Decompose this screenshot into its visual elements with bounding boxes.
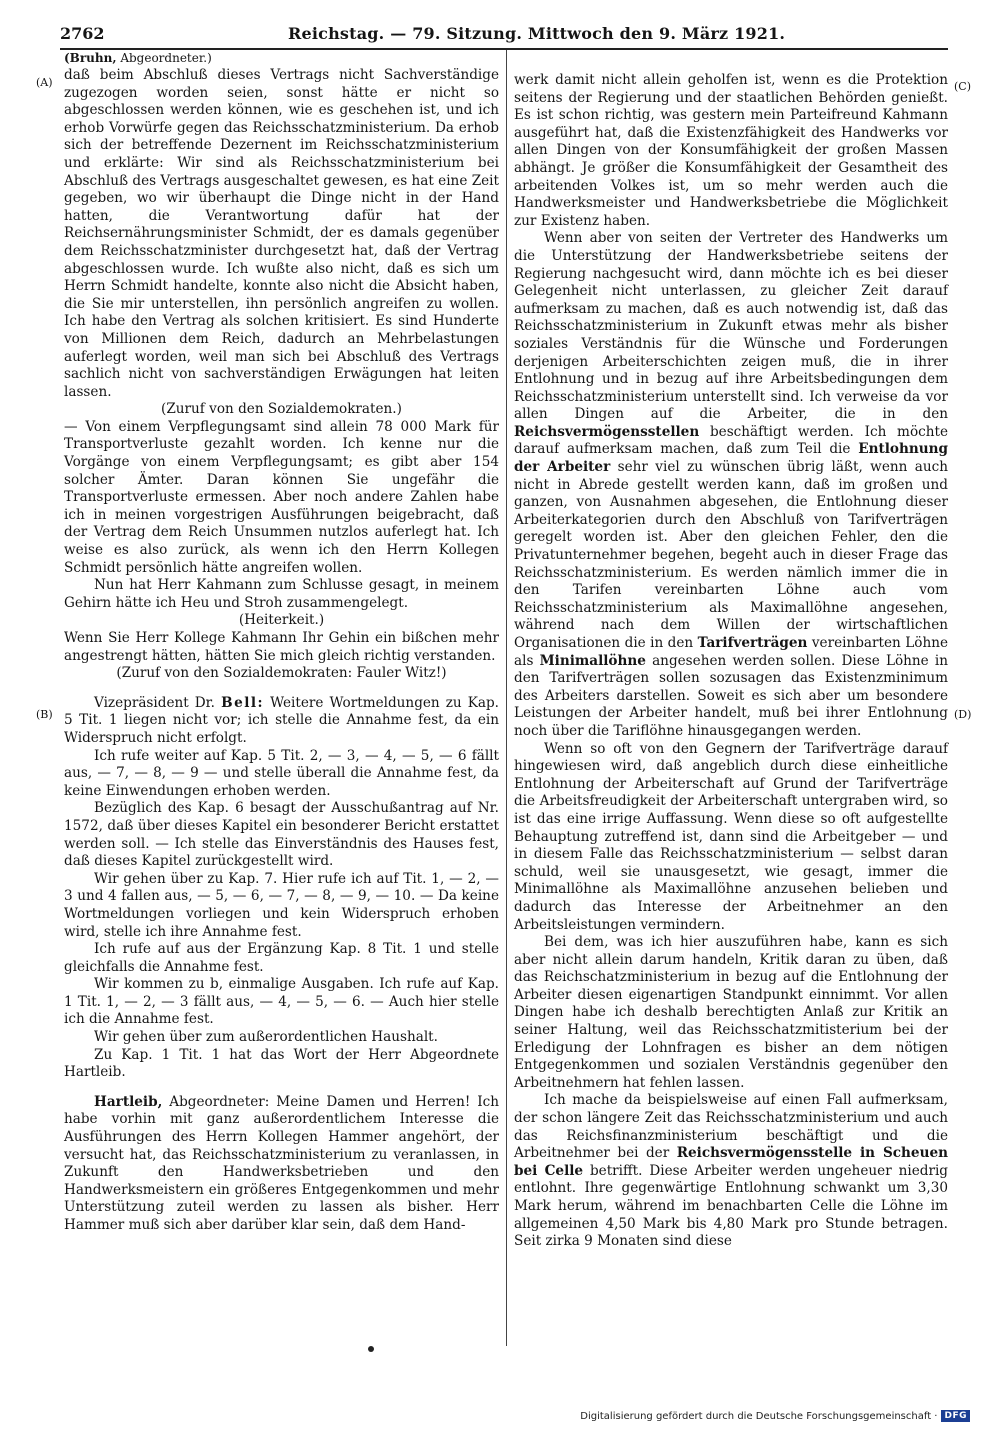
paragraph: Bezüglich des Kap. 6 besagt der Ausschußantrag auf Nr. 1572, daß über dieses Kapitel ein besonderer Bericht erstattet werden soll. — Ich stelle das Einverständnis des Hauses fest, daß dieses Kapitel zurückgestellt wird.	[64, 800, 499, 870]
paragraph: Wir gehen über zum außerordentlichen Haushalt.	[94, 1029, 438, 1046]
interjection: (Zuruf von den Sozialdemokraten: Fauler Witz!)	[116, 665, 447, 682]
paragraph-text: Abgeordneter: Meine Damen und Herren! Ich habe vorhin mit ganz außerordentlichem Interesse die Ausführungen des Herrn Kollegen Hammer angehört, der versucht hat, das Reichsschatzministerium zu veranlassen, in Zukunft den Handwerksbetrieben und den Handwerksmeistern ein größeres Entgegenkommen und mehr Unterstützung zuteil werden zu lassen als bisher. Herr Hammer muß sich aber darüber klar sein, daß dem Hand-	[64, 1093, 499, 1233]
speaker-continuation	[64, 50, 499, 66]
paragraph: daß beim Abschluß dieses Vertrags nicht Sachverständige zugezogen worden seien, sonst hätte er nicht so abgeschlossen werden können, wie es geschehen ist, und ich erhob Vorwürfe gegen das Reichsschatzministerium. Da erhob sich der betreffende Dezernent im Reichsschatzministerium und erklärte: Wir sind als Reichsschatzministerium bei Abschluß des Vertrags ausgeschaltet gewesen, es hat eine Zeit gegeben, wo wir überhaupt die Dinge nicht in der Hand hatten, die Verantwortung dafür hat der Reichsernährungsminister Schmidt, der es damals gegenüber dem Reichsschatzminister durchgesetzt hat, daß der Vertrag abgeschlossen wurde. Ich wußte also nicht, daß es sich um Herrn Schmidt handelte, konnte also nicht die Absicht haben, die Sie mir unterstellen, ihn persönlich angreifen zu wollen. Ich habe den Vertrag als solchen kritisiert. Es sind Hunderte von Millionen dem Reich, dadurch an Mehrbelastungen auferlegt worden, weil man sich bei Abschluß des Vertrags sachlich nicht von sachverständigen Erwägungen hat leiten lassen.	[64, 67, 499, 400]
paragraph-text: Wenn aber von seiten der Vertreter des Handwerks um die Unterstützung der Handwerksbetriebe seitens der Regierung nachgesucht wird, dann möchte ich es bei dieser Gelegenheit nicht unterlassen, zu gleicher Zeit darauf aufmerksam zu machen, daß es auch notwendig ist, daß das Reichsschatzministerium in Zukunft etwas mehr als bisher soziales Verständnis für die Wünsche und Forderungen derjenigen Arbeiterschichten zeigen muß, die in ihrer Entlohnung und in bezug auf ihre Arbeitsbedingungen dem Reichsschatzministerium unterstellt sind. Ich verweise da vor allen Dingen auf die Arbeiter, die in den	[514, 230, 948, 423]
paragraph-text: betrifft. Diese Arbeiter werden ungeheuer niedrig entlohnt. Ihre gegenwärtige Entlohnung schwankt um 3,30 Mark herum, während im benachbarten Celle die Löhne im allgemeinen 4,50 Mark bis 4,80 Mark pro Stunde betragen. Seit zirka 9 Monaten sind diese	[514, 1162, 949, 1250]
paragraph	[514, 1092, 948, 1250]
paragraph: Nun hat Herr Kahmann zum Schlusse gesagt, in meinem Gehirn hätte ich Heu und Stroh zusammengelegt.	[64, 577, 499, 611]
speaker-name: (Bruhn,	[64, 51, 117, 65]
margin-marker-b: (B)	[36, 708, 53, 721]
speaker-role: Vizepräsident Dr.	[94, 694, 216, 711]
emphasis: Minimallöhne	[539, 652, 646, 669]
paragraph: Ich rufe weiter auf Kap. 5 Tit. 2, — 3, — 4, — 5, — 6 fällt aus, — 7, — 8, — 9 — und stelle überall die Annahme fest, da keine Einwendungen erhoben werden.	[64, 747, 499, 799]
credit-text: Digitalisierung gefördert durch die Deutsche Forschungsgemeinschaft ·	[580, 1410, 938, 1422]
speaker-role: Abgeordneter.)	[120, 51, 212, 65]
speaker-name: Bell:	[221, 694, 265, 711]
emphasis: Reichsvermögensstelle in Scheuen bei Celle	[514, 1145, 948, 1179]
paragraph: Zu Kap. 1 Tit. 1 hat das Wort der Herr Abgeordnete Hartleib.	[64, 1046, 499, 1081]
paragraph-text: beschäftigt werden. Ich möchte darauf aufmerksam machen, daß zum Teil die	[514, 423, 949, 458]
paragraph-text: sehr viel zu wünschen übrig läßt, wenn auch nicht in Abrede gestellt werden kann, daß im großen und ganzen, von Ausnahmen abgesehen, die Entlohnung dieser Arbeiterkategorien durch den Abschluß von Tarifverträgen geregelt worden ist. Aber den gleichen Fehler, den die Privatunternehmer begehen, begeht auch in dieser Frage das Reichsschatzministerium. Es werden nämlich immer die in den Tarifen vereinbarten Löhne auch vom Reichsschatzministerium als Maximallöhne angesehen, während nach dem Willen der wirtschaftlichen Organisationen die in den	[514, 459, 948, 651]
paragraph: — Von einem Verpflegungsamt sind allein 78 000 Mark für Transportverluste gezahlt worden. Ich kenne nur die Vorgänge von einem Verpflegungsamt; es gibt aber 154 solcher Ämter. Daran können Sie ungefähr die Transportverluste ermessen. Aber noch andere Zahlen habe ich in meinen vorgestrigen Ausführungen beigebracht, daß der Vertrag dem Reich Unsummen nutzlos auferlegt hat. Ich weise es also zurück, als wenn ich den Herrn Kollegen Schmidt persönlich hätte angreifen wollen.	[64, 418, 499, 576]
paragraph: Wenn so oft von den Gegnern der Tarifverträge darauf hingewiesen wird, daß angeblich durch diese einheitliche Entlohnung der Arbeiterschaft auf Grund der Tarifverträge die Arbeitsfreudigkeit der Arbeiterschaft untergraben wird, so ist das eine irrige Auffassung. Wenn diese so oft aufgestellte Behauptung zutreffend ist, dann sind die Arbeitgeber — und in diesem Falle das Reichsschatzministerium — selbst daran schuld, weil sie unausgesetzt, wie gesagt, immer die Minimallöhne als Maximallöhne anzusehen belieben und dadurch das Interesse der Arbeitnehmer an den Arbeitsleistungen vermindern.	[514, 740, 948, 933]
paragraph-text: vereinbarten Löhne als	[514, 635, 948, 669]
bottom-dot	[368, 1346, 374, 1352]
footer-credit	[580, 1410, 970, 1422]
paragraph: Wir kommen zu b, einmalige Ausgaben. Ich rufe auf Kap. 1 Tit. 1, — 2, — 3 fällt aus, — 4, — 5, — 6. — Auch hier stelle ich die Annahme fest.	[64, 976, 499, 1028]
dfg-logo-icon: DFG	[941, 1410, 970, 1422]
page-header	[60, 22, 948, 50]
left-column	[64, 50, 499, 1235]
emphasis: Reichsvermögensstellen	[514, 423, 700, 440]
running-title: Reichstag. — 79. Sitzung. Mittwoch den 9. März 1921.	[288, 24, 786, 43]
paragraph-text: Weitere Wortmeldungen zu Kap. 5 Tit. 1 liegen nicht vor; ich stelle die Annahme fest, da ein Widerspruch nicht erfolgt.	[64, 694, 499, 746]
paragraph	[64, 695, 499, 748]
emphasis: Tarifverträgen	[697, 635, 808, 651]
speaker-name: Hartleib,	[94, 1093, 163, 1110]
paragraph: Wenn Sie Herr Kollege Kahmann Ihr Gehin ein bißchen mehr angestrengt hätten, hätten Sie mich gleich richtig verstanden.	[64, 630, 499, 664]
paragraph-text: angesehen werden sollen. Diese Löhne in den Tarifverträgen sollen sozusagen das Existenzminimum des Arbeiters darstellen. Soweit es sich aber um besondere Leistungen der Arbeiter handelt, muß bei ihrer Entlohnung noch über die Tariflöhne hinausgegangen werden.	[514, 652, 948, 739]
paragraph: Ich rufe auf aus der Ergänzung Kap. 8 Tit. 1 und stelle gleichfalls die Annahme fest.	[64, 941, 499, 975]
paragraph: Wir gehen über zu Kap. 7. Hier rufe ich auf Tit. 1, — 2, — 3 und 4 fallen aus, — 5, — 6, — 7, — 8, — 9, — 10. — Da keine Wortmeldungen vorliegen und kein Widerspruch erhoben wird, stelle ich ihre Annahme fest.	[64, 870, 499, 940]
spacer	[64, 1082, 499, 1094]
paragraph-text: Ich mache da beispielsweise auf einen Fall aufmerksam, der schon längere Zeit das Reichsschatzministerium und auch das Reichsfinanzministerium beschäftigt und die Arbeitnehmer bei der	[514, 1092, 948, 1162]
interjection: (Heiterkeit.)	[238, 612, 325, 629]
paragraph: Bei dem, was ich hier auszuführen habe, kann es sich aber nicht allein darum handeln, Kritik daran zu üben, daß das Reichschatzministerium in bezug auf die Entlohnung der Arbeiter diesen eigenartigen Standpunkt einnimmt. Vor allen Dingen habe ich deshalb berechtigten Anlaß zur Kritik an seiner Haltung, weil das Reichsschatzmitisterium bei der Erledigung der Lohnfragen es bisher an dem nötigen Entgegenkommen und sozialen Verständnis gegenüber den Arbeitnehmern hat fehlen lassen.	[514, 934, 948, 1091]
margin-marker-d: (D)	[954, 708, 972, 721]
page-number: 2762	[60, 24, 105, 43]
margin-marker-a: (A)	[36, 76, 53, 89]
paragraph: werk damit nicht allein geholfen ist, wenn es die Protektion seitens der Regierung und der staatlichen Behörden genießt. Es ist schon richtig, was gestern mein Parteifreund Kahmann ausgeführt hat, daß die Existenzfähigkeit des Handwerks vor allen Dingen von der Konsumfähigkeit der großen Massen abhängt. Je größer die Konsumfähigkeit der Gesamtheit des arbeitenden Volkes ist, um so mehr werden auch die Handwerksmeister und Handwerksbetriebe die Möglichkeit zur Existenz haben.	[514, 72, 948, 229]
right-column	[514, 72, 948, 1251]
interjection: (Zuruf von den Sozialdemokraten.)	[161, 401, 402, 418]
spacer	[64, 683, 499, 695]
column-divider	[506, 50, 507, 1346]
margin-marker-c: (C)	[954, 80, 971, 93]
paragraph	[514, 230, 948, 740]
paragraph	[64, 1094, 499, 1235]
emphasis: Entlohnung der Arbeiter	[514, 441, 948, 476]
